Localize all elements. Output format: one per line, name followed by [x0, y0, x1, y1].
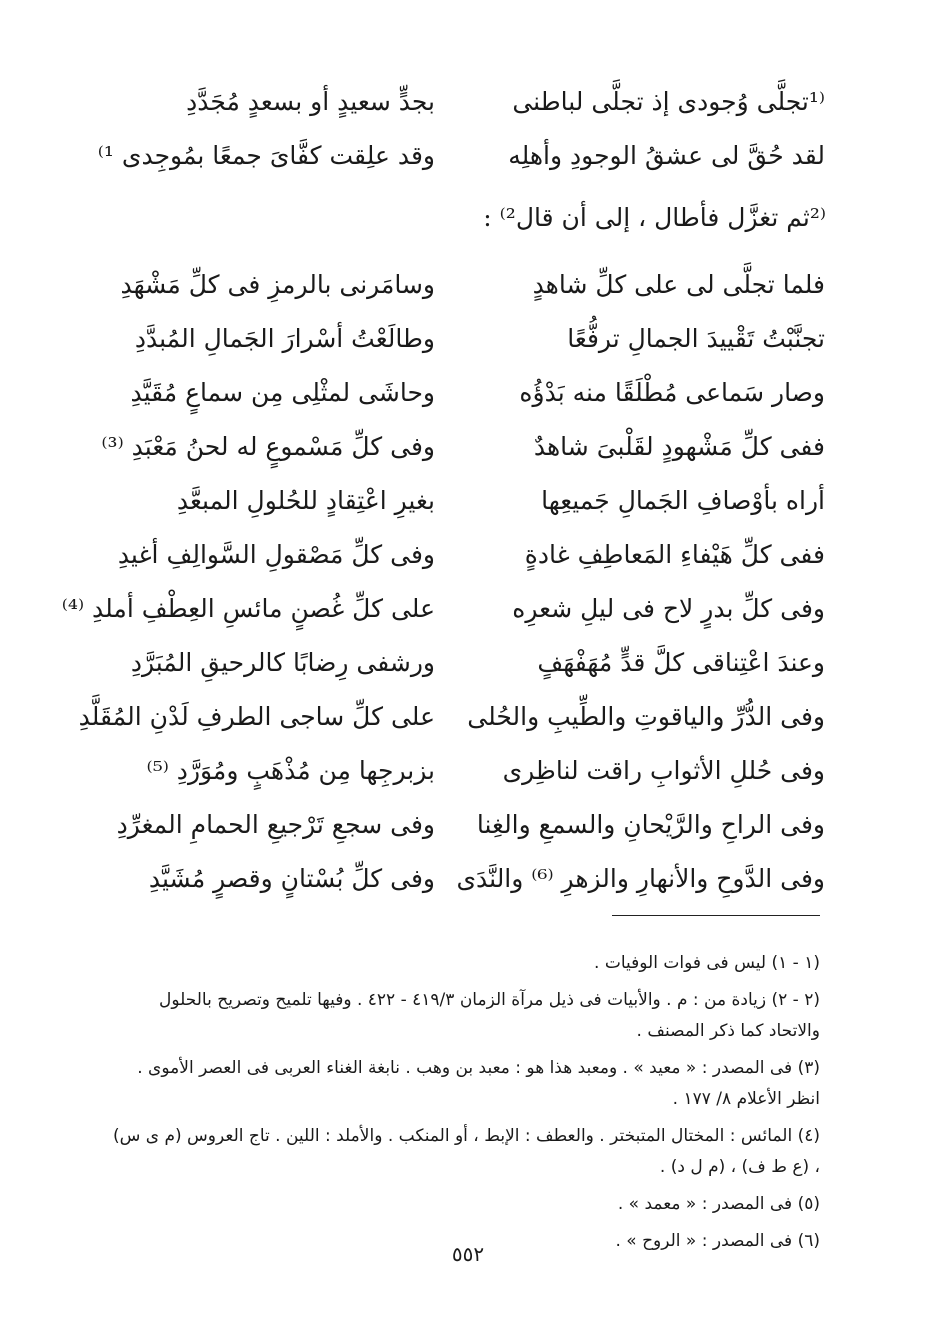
verse-first-hemistich: وفى حُللِ الأثوابِ راقت لناظِرى	[502, 756, 825, 785]
verse-line	[61, 589, 825, 643]
verse-second-hemistich: وسامَرنى بالرمزِ فى كلِّ مَشْهَدِ	[120, 270, 435, 299]
verse-line	[105, 265, 825, 319]
poem-block-top	[97, 82, 825, 190]
verse-first-hemistich: وفى كلِّ بدرٍ لاح فى ليلِ شعرِه	[512, 594, 825, 623]
verse-line	[105, 82, 825, 136]
verse-second-hemistich: وفى كلِّ بُسْتانٍ وقصرٍ مُشَيَّدِ	[148, 864, 435, 893]
verse-second-hemistich: وقد علِقت كفَّاىَ جمعًا بمُوجِدى ¹⁾	[97, 141, 435, 170]
verse-second-hemistich: وحاشَى لمثْلِى مِن سماعٍ مُقَيَّدِ	[130, 378, 435, 407]
poem-block-main	[61, 265, 825, 913]
footnote: (٢ - ٢) زيادة من : م . والأبيات فى ذيل مرآة الزمان ٤١٩/٣ - ٤٢٢ . وفيها تلميح وتصريح بالحلول والاتحاد كما ذكر المصنف .	[159, 990, 820, 1041]
verse-line	[105, 859, 825, 913]
verse-first-hemistich: أراه بأوْصافِ الجَمالِ جَميعِها	[541, 486, 825, 515]
verse-second-hemistich: وطالَعْتُ أسْرارَ الجَمالِ المُبدَّدِ	[134, 324, 435, 353]
footnote: (٣) فى المصدر : « معيد » . ومعبد هذا هو : معبد بن وهب . نابغة الغناء العربى فى العصر الأموى . انظر الأعلام ٨/ ١٧٧ .	[137, 1058, 820, 1109]
verse-second-hemistich: وفى كلِّ مَصْقولِ السَّوالِفِ أغيدِ	[117, 540, 435, 569]
verse-first-hemistich: وصار سَماعى مُطْلَقًا منه بَدْؤُه	[519, 378, 825, 407]
verse-second-hemistich: بجدٍّ سعيدٍ أو بسعدٍ مُجَدَّدِ	[186, 87, 435, 116]
verse-second-hemistich: ورشفى رِضابًا كالرحيقِ المُبَرَّدِ	[130, 648, 435, 677]
footnote: (٦) فى المصدر : « الروح » .	[615, 1231, 820, 1251]
verse-second-hemistich: على كلِّ غُصنٍ مائسِ العِطْفِ أملدِ ⁽⁴⁾	[61, 594, 435, 623]
verse-line	[101, 427, 825, 481]
verse-second-hemistich: وفى كلِّ مَسْموعٍ له لحنُ مَعْبَدِ ⁽³⁾	[101, 432, 435, 461]
verse-line	[105, 319, 825, 373]
verse-first-hemistich: فلما تجلَّى لى على كلِّ شاهدٍ	[532, 270, 825, 299]
verse-line	[97, 136, 825, 190]
verse-line	[105, 535, 825, 589]
verse-line	[78, 697, 825, 751]
footnote-separator	[612, 915, 820, 916]
verse-first-hemistich: لقد حُقَّ لى عشقُ الوجودِ وأهلِه	[508, 141, 825, 170]
verse-line	[105, 751, 825, 805]
verse-line	[105, 643, 825, 697]
footnotes	[108, 948, 820, 1263]
verse-line	[105, 805, 825, 859]
footnote: (٥) فى المصدر : « معمد » .	[617, 1194, 820, 1214]
verse-first-hemistich: وفى الراحِ والرَّيْحانِ والسمعِ والغِنا	[476, 810, 825, 839]
verse-first-hemistich: ففى كلِّ هَيْفاءِ المَعاطِفِ غادةٍ	[524, 540, 825, 569]
verse-second-hemistich: وفى سجعِ تَرْجيعِ الحمامِ المغرِّدِ	[116, 810, 435, 839]
verse-second-hemistich: بغيرِ اعْتِقادٍ للحُلولِ المبعَّدِ	[176, 486, 435, 515]
verse-first-hemistich: وعندَ اعْتِناقى كلَّ قدٍّ مُهَفْهَفٍ	[537, 648, 825, 677]
verse-first-hemistich: ففى كلِّ مَشْهودٍ لقَلْبىَ شاهدٌ	[533, 432, 825, 461]
footnote: (٤) المائس : المختال المتبختر . والعطف : الإبط ، أو المنكب . والأملد : اللين . تاج العروس (م ى س) ، (ع ط ف) ، (م ل د) .	[112, 1126, 820, 1177]
footnote: (١ - ١) ليس فى فوات الوفيات .	[594, 953, 820, 973]
verse-line	[105, 373, 825, 427]
page-number: ٥٥٢	[451, 1242, 485, 1266]
verse-first-hemistich: تجنَّبْتُ تَقْييدَ الجمالِ ترفُّعًا	[567, 324, 825, 353]
verse-first-hemistich: ⁽¹تجلَّى وُجودى إذ تجلَّى لباطنى	[512, 87, 825, 116]
verse-line	[105, 481, 825, 535]
prose-line: ⁽²ثم تغزَّل فأطال ، إلى أن قال²⁾ :	[483, 203, 826, 232]
verse-second-hemistich: بزبرجِها مِن مُذْهَبٍ ومُوَرَّدِ ⁽⁵⁾	[146, 756, 435, 785]
verse-first-hemistich: وفى الدَّوحِ والأنهارِ والزهرِ ⁽⁶⁾ والنَّدَى	[456, 864, 825, 893]
verse-first-hemistich: وفى الدُّرِّ والياقوتِ والطِّيبِ والحُلى	[467, 702, 825, 731]
verse-second-hemistich: على كلِّ ساجى الطرفِ لَدْنِ المُقَلَّدِ	[78, 702, 435, 731]
